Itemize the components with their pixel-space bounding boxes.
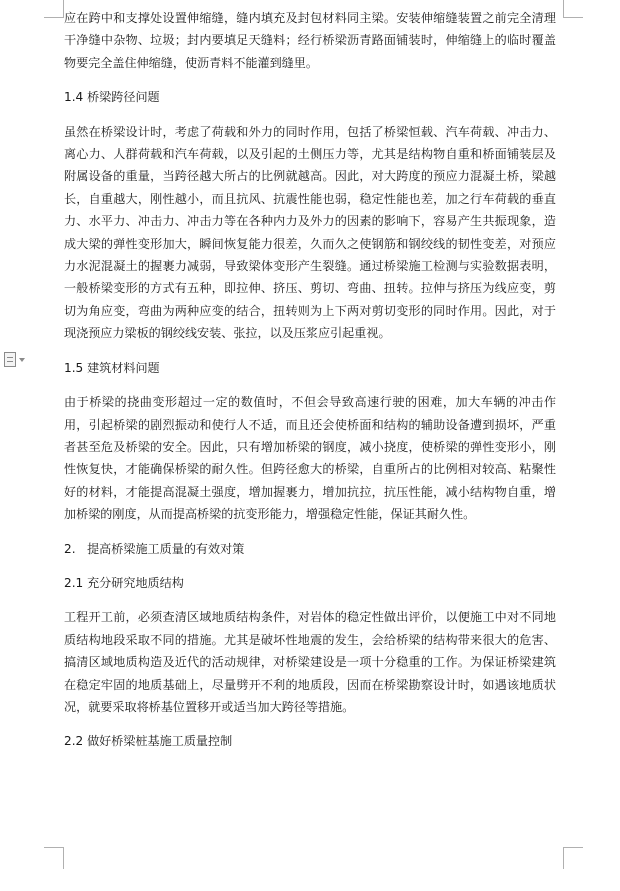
document-icon[interactable] (4, 352, 25, 367)
heading-2-1: 2.1 充分研究地质结构 (64, 575, 184, 590)
heading-2: 2. 提高桥梁施工质量的有效对策 (64, 541, 245, 556)
document-body (64, 7, 556, 765)
paragraph-span-issue: 虽然在桥梁设计时，考虑了荷载和外力的同时作用，包括了桥梁恒载、汽车荷载、冲击力、离心力、人群荷载和汽车荷载，以及引起的土侧压力等，尤其是结构物自重和桥面铺装层及附属设备的重量，当跨径越大所占的比例就越高。因此，对大跨度的预应力混凝土桥，梁越长，自重越大，刚性越小，而且抗风、抗震性能也弱，稳定性能也差，加之行车荷载的垂直力、水平力、冲击力、冲击力等在各种内力及外力的因素的影响下，容易产生共振现象，造成大梁的弹性变形加大，瞬间恢复能力很差，久而久之使钢筋和钢绞线的韧性变差，对预应力水泥混凝土的握裹力减弱，导致梁体变形产生裂缝。通过桥梁施工检测与实验数据表明，一般桥梁变形的方式有五种，即拉伸、挤压、剪切、弯曲、扭转。拉伸与挤压为线应变，剪切为角应变，弯曲为两种应变的结合，扭转则为上下两对剪切变形的同时作用。因此，对于现浇预应力梁板的钢绞线安装、张拉，以及压浆应引起重视。 (64, 124, 556, 341)
crop-mark-bottom-right-v (563, 847, 564, 869)
crop-mark-bottom-right-h (563, 847, 583, 848)
paragraph-material-issue: 由于桥梁的挠曲变形超过一定的数值时，不但会导致高速行驶的困难，加大车辆的冲击作用，引起桥梁的剧烈振动和使行人不适，而且还会使桥面和结构的辅助设备遭到损坏，严重者甚至危及桥梁的安全。因此，只有增加桥梁的钢度，减小挠度，使桥梁的弹性变形小，刚性恢复快，才能确保桥梁的耐久性。但跨径愈大的桥梁，自重所占的比例相对较高、粘聚性好的材料，才能提高混凝土强度，增加握裹力，增加抗拉，抗压性能，减小结构物自重，增加桥梁的刚度，从而提高桥梁的抗变形能力，增强稳定性能，保证其耐久性。 (64, 395, 556, 522)
crop-mark-top-right-h (563, 17, 583, 18)
crop-mark-top-right-v (563, 0, 564, 18)
heading-2-2: 2.2 做好桥梁桩基施工质量控制 (64, 734, 233, 749)
dropdown-arrow-icon (19, 358, 25, 362)
crop-mark-bottom-left-h (44, 847, 64, 848)
crop-mark-top-left-h (44, 17, 64, 18)
crop-mark-bottom-left-v (63, 847, 64, 869)
heading-1-5: 1.5 建筑材料问题 (64, 360, 160, 375)
paragraph-geology: 工程开工前，必须查清区域地质结构条件，对岩体的稳定性做出评价，以便施工中对不同地质结构地段采取不同的措施。尤其是破坏性地震的发生，会给桥梁的结构带来很大的危害、搞清区域地质构造及近代的活动规律，对桥梁建设是一项十分稳重的工作。为保证桥梁建筑在稳定牢固的地质基础上，尽量劈开不利的地质段，因而在桥梁勘察设计时，如遇该地质状况，就要采取将桥基位置移开或适当加大跨径等措施。 (64, 610, 556, 714)
doc-glyph-icon (4, 352, 16, 367)
heading-1-4: 1.4 桥梁跨径问题 (64, 90, 160, 105)
paragraph-expansion-joint: 应在跨中和支撑处设置伸缩缝，缝内填充及封包材料同主梁。安装伸缩缝装置之前完全清理干净缝中杂物、垃圾；封内要填足天缝料；经行桥梁沥青路面铺装时，伸缩缝上的临时覆盖物要完全盖住伸缩缝，使沥青料不能灌到缝里。 (64, 11, 556, 70)
